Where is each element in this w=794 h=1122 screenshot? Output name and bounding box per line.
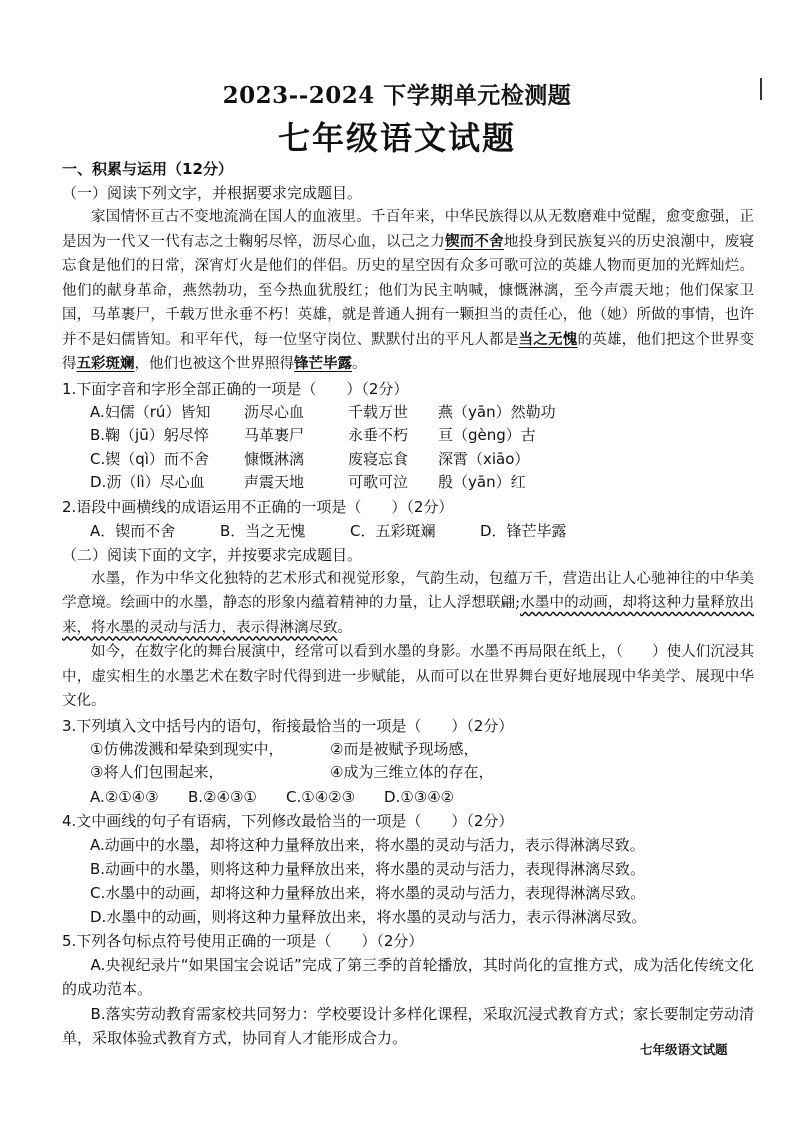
idiom-wu-cai-ban-lan: 五彩斑斓 bbox=[76, 355, 135, 372]
q1-a-4: 燕（yān）然勒功 bbox=[438, 402, 556, 421]
q5-option-a: A.央视纪录片“如果国宝会说话”完成了第三季的首轮播放，其时尚化的宣推方式，成为活化传统文化的成功范本。 bbox=[62, 955, 754, 998]
reading-passage-1 bbox=[62, 205, 754, 377]
question-2-stem: 2.语段中画横线的成语运用不正确的一项是（ ）（2分） bbox=[62, 497, 454, 516]
q4-option-a: A.动画中的水墨，却将这种力量释放出来，将水墨的灵动与活力，表示得淋漓尽致。 bbox=[90, 835, 645, 854]
question-1-option-b bbox=[62, 424, 754, 448]
passage2-text-a: 水墨，作为中华文化独特的艺术形式和视觉形象，气韵生动，包蕴万千，营造出让人心驰神往的中华美学意境。绘画中的水墨，静态的形象内蕴着精神的力量，让人浮想联翩; bbox=[62, 570, 754, 611]
q4-option-d: D.水墨中的动画，则将这种力量释放出来，将水墨的灵动与活力，表示得淋漓尽致。 bbox=[90, 907, 647, 926]
subsection-heading-2: （二）阅读下面的文字，并按要求完成题目。 bbox=[62, 545, 363, 564]
reading-passage-2-para-2: 如今，在数字化的舞台展演中，经常可以看到水墨的身影。水墨不再局限在纸上，（ ）使人们沉浸其中，虚实相生的水墨艺术在数字时代得到进一步赋能，从而可以在世界舞台更好地展现中华美学、展现中华文化。 bbox=[62, 644, 754, 709]
idiom-dang-zhi-wu-kui: 当之无愧 bbox=[518, 330, 578, 348]
exam-content bbox=[62, 157, 754, 1051]
q1-c-2: 慷慨淋漓 bbox=[244, 449, 305, 468]
q3-option-d: D.①③④② bbox=[384, 787, 455, 806]
q1-a-1: A.妇儒（rú）皆知 bbox=[90, 402, 211, 421]
q4-option-b: B.动画中的水墨，则将这种力量释放出来，将水墨的灵动与活力，表现得淋漓尽致。 bbox=[90, 859, 646, 878]
q1-b-3: 永垂不朽 bbox=[348, 426, 409, 444]
q1-d-2: 声震天地 bbox=[244, 473, 305, 491]
q1-a-2: 沥尽心血 bbox=[244, 402, 305, 421]
idiom-feng-mang-bi-lu: 锋芒毕露 bbox=[294, 355, 352, 372]
q2-option-b: B．当之无愧 bbox=[220, 521, 306, 540]
q3-option-c: C.①④②③ bbox=[286, 787, 356, 806]
q1-b-2: 马革裹尸 bbox=[244, 426, 305, 444]
section-heading: 一、积累与运用（12分） bbox=[62, 160, 233, 178]
question-1-option-c bbox=[62, 448, 754, 472]
question-2-options bbox=[62, 519, 754, 543]
q1-a-3: 千载万世 bbox=[348, 402, 409, 421]
q1-c-4: 深霄（xiāo） bbox=[438, 449, 530, 468]
question-4-stem: 4.文中画线的句子有语病，下列修改最恰当的一项是（ ）（2分） bbox=[62, 811, 514, 830]
q1-b-4: 亘（gèng）古 bbox=[438, 426, 536, 444]
question-1-option-d bbox=[62, 471, 754, 495]
q1-d-3: 可歌可泣 bbox=[348, 473, 409, 491]
idiom-qie-er-bu-she: 锲而不舍 bbox=[444, 232, 504, 250]
exam-term-title: 2023--2024 下学期单元检测题 bbox=[222, 82, 572, 109]
exam-subject-title: 七年级语文试题 bbox=[277, 119, 516, 157]
faulty-sentence: 水墨中的动画，却将这种力量释放出来，将水墨的灵动与活力，表示得淋漓尽致 bbox=[62, 595, 755, 636]
question-1-stem: 1.下面字音和字形全部正确的一项是（ ）（2分） bbox=[62, 379, 409, 398]
q1-d-1: D.沥（lì）尽心血 bbox=[90, 473, 205, 491]
question-3-options bbox=[62, 785, 754, 809]
question-5-stem: 5.下列各句标点符号使用正确的一项是（ ）（2分） bbox=[62, 931, 424, 950]
reading-passage-2-para-1 bbox=[62, 567, 754, 641]
q1-d-4: 殷（yān）红 bbox=[438, 473, 526, 491]
q1-c-1: C.锲（qì）而不舍 bbox=[90, 449, 209, 468]
passage1-text-e: 。 bbox=[352, 356, 367, 372]
question-3-sentences-row-2 bbox=[62, 761, 754, 785]
q4-option-c: C.水墨中的动画，却将这种力量释放出来，将水墨的灵动与活力，表现得淋漓尽致。 bbox=[90, 883, 646, 902]
q2-option-c: C．五彩斑斓 bbox=[350, 521, 436, 540]
passage1-text-d: ，他们也被这个世界照得 bbox=[134, 356, 294, 372]
q3-sentence-1: ①仿佛泼溅和晕染到现实中， bbox=[90, 739, 284, 758]
subsection-heading-1: （一）阅读下列文字，并根据要求完成题目。 bbox=[62, 184, 363, 202]
question-3-sentences-row-1 bbox=[62, 738, 754, 762]
passage1-text-a: 家国情怀亘古不变地流淌在国人的血液里。千百年来，中华民族得以从无数磨难中觉醒，愈变愈强，正是因为一代又一代有志之士鞠躬尽悴，沥尽心血，以己之力 bbox=[62, 209, 754, 250]
q3-sentence-2: ②而是被赋予现场感， bbox=[330, 739, 479, 758]
passage2-text-end: 。 bbox=[337, 619, 352, 636]
passage1-text-b: 地投身到民族复兴的历史浪潮中，废寝忘食是他们的日常，深宵灯火是他们的伴侣。历史的星空因有众多可歌可泣的英雄人物而更加的光辉灿烂。他们的献身革命，燕然勃功，至今热血犹殷红；他们为民主呐喊，慷慨淋漓，至今声震天地；他们保家卫国，马革裹尸，千载万世永垂不朽！英雄，就是普通人拥有一颗担当的责任心，他（她）所做的事情，也许并不是妇儒皆知。和平年代，每一位坚守岗位、默默付出的平凡人都是 bbox=[62, 233, 755, 348]
q1-c-3: 废寝忘食 bbox=[348, 449, 409, 468]
q2-option-a: A．锲而不舍 bbox=[90, 521, 176, 540]
question-3-stem: 3.下列填入文中括号内的语句，衔接最恰当的一项是（ ）（2分） bbox=[62, 716, 514, 735]
q3-sentence-3: ③将人们包围起来， bbox=[90, 763, 224, 781]
q5-option-b: B.落实劳动教育需家校共同努力：学校要设计多样化课程，采取沉浸式教育方式；家长要制定劳动清单，采取体验式教育方式，协同育人才能形成合力。 bbox=[62, 1004, 754, 1047]
q3-sentence-4: ④成为三维立体的存在， bbox=[330, 763, 494, 781]
exam-header bbox=[0, 80, 794, 160]
question-1-option-a bbox=[62, 401, 754, 425]
q2-option-d: D．锋芒毕露 bbox=[480, 521, 567, 540]
q3-option-a: A.②①④③ bbox=[90, 787, 159, 806]
passage1-text-c: 的英雄，他们把这个世界变得 bbox=[62, 331, 755, 372]
q3-option-b: B.②④③① bbox=[188, 787, 257, 806]
q1-b-1: B.鞠（jū）躬尽悴 bbox=[90, 426, 209, 444]
page-footer: 七年级语文试题 bbox=[640, 1042, 728, 1057]
